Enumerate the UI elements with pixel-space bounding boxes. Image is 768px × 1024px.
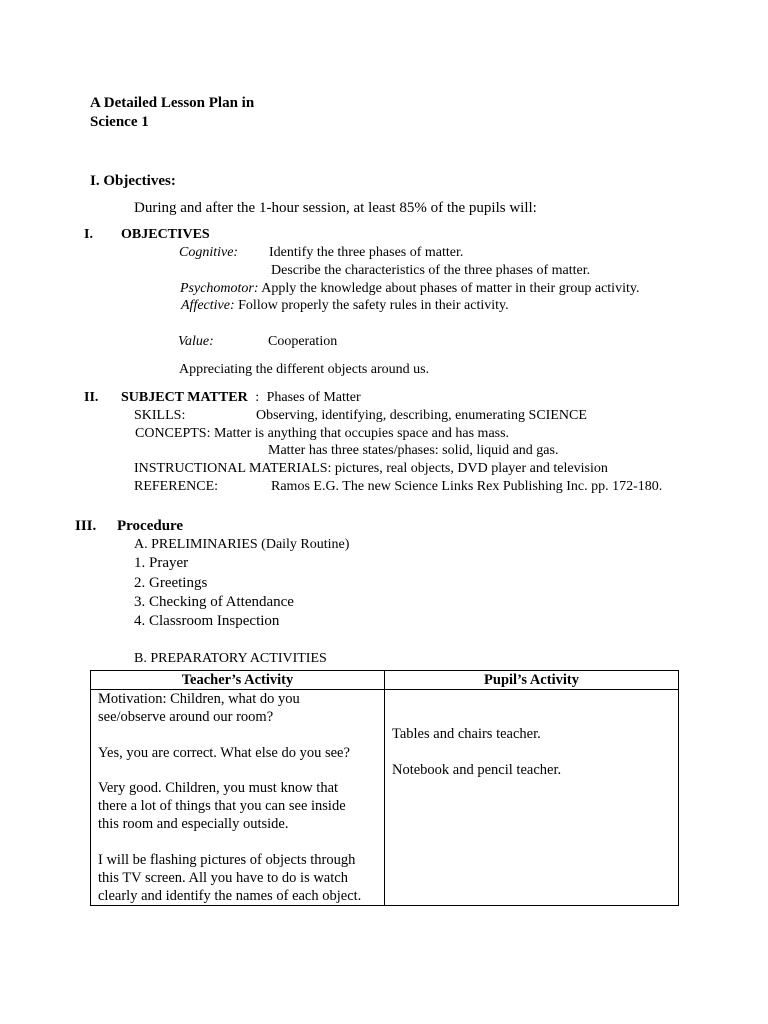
procedure-item-3: 3. Checking of Attendance bbox=[134, 594, 294, 610]
cognitive-label: Cognitive: bbox=[179, 245, 239, 260]
preparatory-heading: B. PREPARATORY ACTIVITIES bbox=[134, 651, 327, 666]
teacher-line: I will be flashing pictures of objects through bbox=[98, 851, 356, 868]
objectives-heading: I. Objectives: bbox=[90, 173, 176, 189]
section-3-number: III. bbox=[75, 518, 97, 534]
teacher-line: this TV screen. All you have to do is watch bbox=[98, 869, 348, 886]
affective-label: Affective: bbox=[181, 298, 235, 313]
procedure-item-4: 4. Classroom Inspection bbox=[134, 613, 280, 629]
skills-label: SKILLS: bbox=[134, 408, 186, 423]
procedure-item-2: 2. Greetings bbox=[134, 575, 208, 591]
section-2-heading: SUBJECT MATTER bbox=[121, 390, 248, 405]
teacher-line: Yes, you are correct. What else do you see? bbox=[98, 744, 350, 761]
subject-topic: Phases of Matter bbox=[266, 390, 361, 405]
subject-colon: : bbox=[255, 390, 260, 405]
teacher-line bbox=[98, 726, 377, 744]
teacher-line: this room and especially outside. bbox=[98, 816, 289, 832]
cognitive-objective-1: Identify the three phases of matter. bbox=[269, 245, 464, 260]
teacher-line: Motivation: Children, what do you bbox=[98, 691, 300, 707]
objectives-intro: During and after the 1-hour session, at least 85% of the pupils will: bbox=[134, 200, 537, 216]
section-2-number: II. bbox=[84, 390, 99, 405]
concepts-text: CONCEPTS: Matter is anything that occupies space and has mass. bbox=[135, 426, 510, 441]
teacher-line: see/observe around our room? bbox=[98, 709, 274, 725]
table-header-row bbox=[91, 671, 679, 690]
value-label: Value: bbox=[178, 334, 214, 349]
teacher-line: Very good. Children, you must know that bbox=[98, 780, 339, 796]
pupil-line bbox=[392, 743, 671, 761]
pupil-line: Notebook and pencil teacher. bbox=[392, 761, 562, 778]
pupil-activity-cell bbox=[385, 690, 679, 906]
affective-objective bbox=[181, 298, 509, 314]
document-title-line2: Science 1 bbox=[90, 114, 149, 130]
cognitive-objective-2: Describe the characteristics of the three phases of matter. bbox=[271, 263, 591, 278]
psychomotor-objective bbox=[180, 281, 639, 297]
document-title-line1: A Detailed Lesson Plan in bbox=[90, 95, 255, 111]
materials-text: INSTRUCTIONAL MATERIALS: pictures, real objects, DVD player and television bbox=[134, 461, 608, 476]
reference-text: Ramos E.G. The new Science Links Rex Publishing Inc. pp. 172-180. bbox=[271, 479, 663, 494]
pupil-line: Tables and chairs teacher. bbox=[392, 726, 541, 742]
teacher-line: there a lot of things that you can see inside bbox=[98, 798, 346, 814]
table-row bbox=[91, 690, 679, 906]
pupil-line bbox=[392, 708, 671, 726]
reference-label: REFERENCE: bbox=[134, 479, 219, 494]
teacher-line bbox=[98, 833, 377, 851]
pupil-activity-header: Pupil’s Activity bbox=[385, 671, 679, 690]
section-3-heading: Procedure bbox=[117, 518, 184, 534]
teacher-activity-header: Teacher’s Activity bbox=[91, 671, 385, 690]
section-1-number: I. bbox=[84, 227, 93, 242]
affective-text: Follow properly the safety rules in their activity. bbox=[238, 298, 509, 313]
skills-text: Observing, identifying, describing, enumerating SCIENCE bbox=[256, 408, 587, 423]
subject-matter-line bbox=[121, 390, 361, 406]
psychomotor-label: Psychomotor: bbox=[180, 281, 259, 296]
concepts-text-2: Matter has three states/phases: solid, liquid and gas. bbox=[268, 443, 559, 458]
preparatory-activities-table bbox=[90, 670, 679, 906]
value-text: Cooperation bbox=[268, 334, 338, 349]
section-1-heading: OBJECTIVES bbox=[121, 227, 210, 242]
psychomotor-text: Apply the knowledge about phases of matter in their group activity. bbox=[261, 281, 640, 296]
teacher-line bbox=[98, 762, 377, 780]
teacher-activity-cell bbox=[91, 690, 385, 906]
teacher-line: clearly and identify the names of each object. bbox=[98, 887, 362, 904]
appreciating-text: Appreciating the different objects around us. bbox=[179, 362, 430, 377]
preliminaries-heading: A. PRELIMINARIES (Daily Routine) bbox=[134, 537, 350, 552]
procedure-item-1: 1. Prayer bbox=[134, 555, 189, 571]
pupil-line bbox=[392, 690, 671, 708]
